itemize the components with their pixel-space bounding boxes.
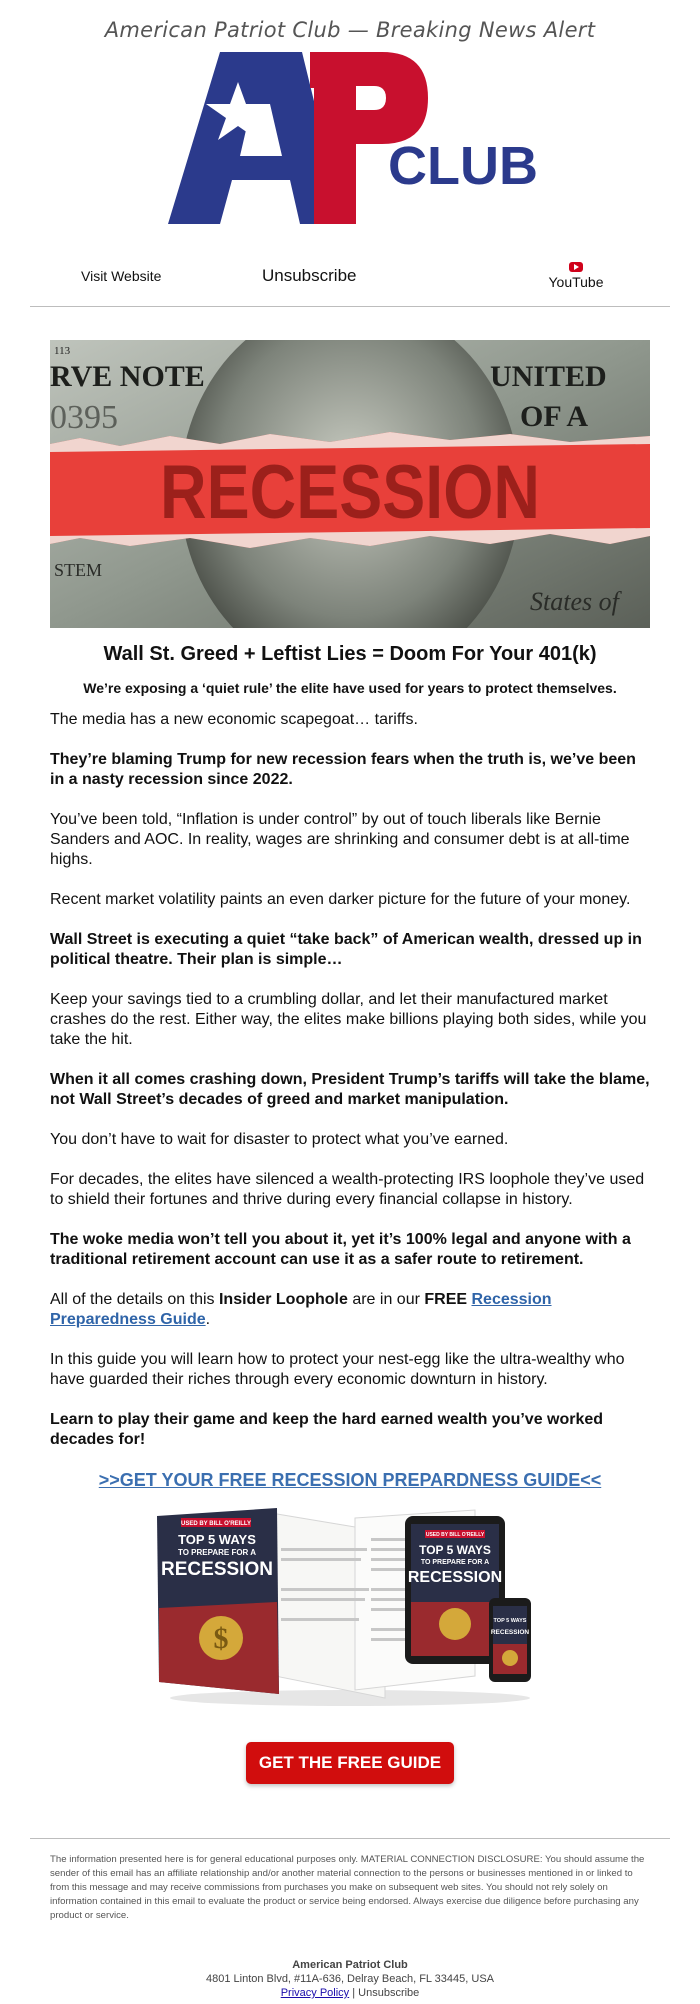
svg-text:RECESSION: RECESSION [407,1569,503,1586]
svg-text:RVE NOTE: RVE NOTE [50,360,205,393]
recession-banner-word: RECESSION [160,450,540,535]
svg-text:USED BY BILL O'REILLY: USED BY BILL O'REILLY [181,1521,251,1527]
header-title: American Patriot Club — Breaking News Alert [104,18,596,42]
guide-product-image[interactable] [155,1498,545,1708]
recession-hero-image[interactable] [50,340,650,628]
header-divider [30,306,670,307]
unsubscribe-link[interactable]: Unsubscribe [262,266,357,285]
svg-text:TO PREPARE FOR A: TO PREPARE FOR A [420,1559,490,1566]
svg-text:RECESSION: RECESSION [161,1559,273,1580]
ap-club-logo[interactable] [160,52,540,232]
youtube-icon [569,262,583,272]
paragraph: The woke media won’t tell you about it, yet it’s 100% legal and anyone with a traditional retirement account can use it as a safer route to retirement. [50,1231,631,1268]
svg-text:TOP 5 WAYS: TOP 5 WAYS [178,1532,256,1547]
svg-text:TOP 5 WAYS: TOP 5 WAYS [419,1543,491,1557]
svg-text:USED BY BILL O'REILLY: USED BY BILL O'REILLY [425,1532,485,1538]
paragraph: For decades, the elites have silenced a wealth-protecting IRS loophole they’ve used to shield their fortunes and thrive during every financial collapse in history. [50,1171,645,1208]
youtube-link[interactable] [546,262,606,290]
youtube-label: YouTube [548,274,604,290]
svg-text:States of: States of [530,587,619,616]
visit-website-link[interactable]: Visit Website [81,268,162,284]
privacy-policy-link[interactable]: Privacy Policy [280,1987,350,1999]
svg-text:$: $ [213,1622,229,1655]
paragraph: When it all comes crashing down, President Trump’s tariffs will take the blame, not Wall Street’s decades of greed and market manipulation. [50,1071,650,1108]
get-free-guide-link[interactable]: >>GET YOUR FREE RECESSION PREPARDNESS GUIDE<< [98,1470,602,1490]
paragraph: Wall Street is executing a quiet “take back” of American wealth, dressed up in political theatre. Their plan is simple… [50,931,642,968]
footer-divider [30,1838,670,1839]
paragraph: You’ve been told, “Inflation is under control” by out of touch liberals like Bernie Sanders and AOC. In reality, wages are shrinking and consumer debt is at all-time highs. [50,811,630,868]
article-body [50,710,650,1470]
svg-text:UNITED: UNITED [490,360,607,393]
footer [0,1958,700,2000]
disclaimer-text: The information presented here is for general educational purposes only. MATERIAL CONNECTION DISCLOSURE: You should assume the sender of this email has an affiliate relationship and/or another material connection to the persons or businesses mentioned in or linked to from this message and may receive commissions from purchases you make on subsequent web sites. You should not rely solely on information contained in this email to evaluate the product or service being endorsed. Always exercise due diligence before purchasing any product or service. [50,1854,645,1921]
paragraph: Recent market volatility paints an even darker picture for the future of your money. [50,891,631,908]
paragraph: In this guide you will learn how to protect your nest-egg like the ultra-wealthy who have guarded their riches through every economic downturn in history. [50,1351,625,1388]
paragraph: You don’t have to wait for disaster to protect what you’ve earned. [50,1131,509,1148]
article-subhead: We’re exposing a ‘quiet rule’ the elite have used for years to protect themselves. [83,680,617,696]
paragraph: The media has a new economic scapegoat… tariffs. [50,711,418,728]
logo-club-text: CLUB [388,136,538,196]
paragraph: All of the details on this Insider Loophole are in our FREE Recession Preparedness Guide. [50,1291,552,1328]
svg-text:OF A: OF A [520,400,589,433]
svg-text:113: 113 [54,345,71,357]
article-headline: Wall St. Greed + Leftist Lies = Doom For Your 401(k) [103,643,597,665]
recession-guide-link[interactable]: Recession Preparedness Guide [50,1291,552,1328]
footer-org-name: American Patriot Club [292,1959,408,1971]
svg-text:TO PREPARE FOR A: TO PREPARE FOR A [177,1548,257,1557]
get-free-guide-button[interactable]: GET THE FREE GUIDE [246,1742,454,1784]
paragraph: Keep your savings tied to a crumbling dollar, and let their manufactured market crashes do the rest. Either way, the elites make billions playing both sides, while you take the hit. [50,991,647,1048]
paragraph: They’re blaming Trump for new recession fears when the truth is, we’ve been in a nasty recession since 2022. [50,751,636,788]
svg-text:0395: 0395 [50,399,118,436]
svg-text:TOP 5 WAYS: TOP 5 WAYS [493,1618,527,1624]
svg-text:RECESSION: RECESSION [490,1629,530,1636]
footer-links: Privacy Policy | Unsubscribe [280,1987,420,1999]
top-nav [0,262,700,298]
svg-text:STEM: STEM [54,560,103,580]
footer-unsubscribe-link[interactable]: Unsubscribe [358,1987,420,1999]
footer-address: 4801 Linton Blvd, #11A-636, Delray Beach, FL 33445, USA [205,1973,494,1985]
paragraph: Learn to play their game and keep the hard earned wealth you’ve worked decades for! [50,1411,604,1448]
